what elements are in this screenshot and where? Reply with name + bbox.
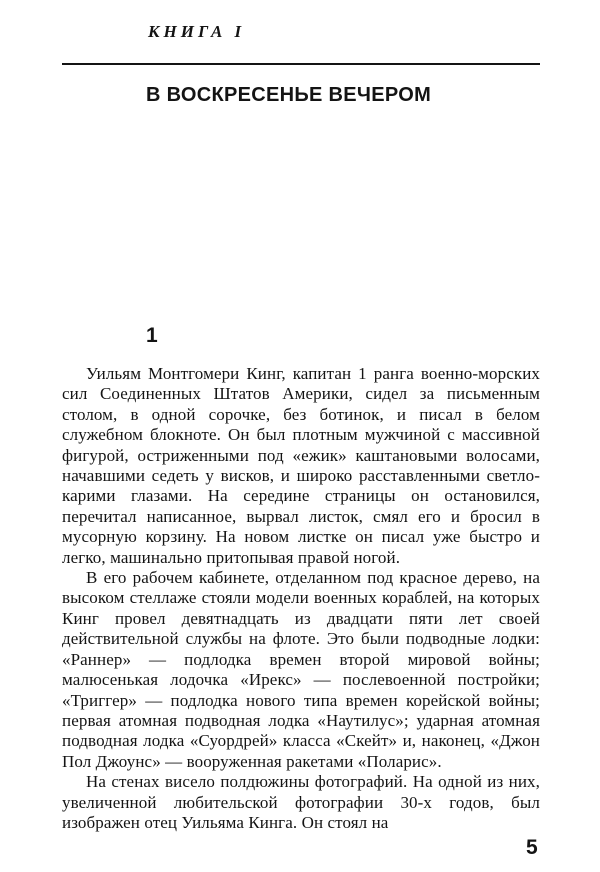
paragraph-3: На стенах висело полдюжины фотографий. На одной из них, увеличенной любительской фотографии 30-х годов, был изображен отец Уильяма Кинга. Он стоял на	[62, 772, 540, 832]
section-number: 1	[146, 324, 158, 347]
book-label: КНИГА I	[148, 22, 246, 41]
paragraph-2: В его рабочем кабинете, отделанном под красное дерево, на высоком стеллаже стояли модели военных кораблей, на которых Кинг провел девятнадцать из двадцати пяти лет своей действительной службы на флоте. Это были подводные лодки: «Раннер» — подлодка времен второй мировой войны; малюсенькая лодочка «Ирекс» — послевоенной постройки; «Триггер» — подлодка нового типа времен корейской войны; первая атомная подводная лодка «Наутилус»; ударная атомная подводная лодка «Суордрей» класса «Скейт» и, наконец, «Джон Пол Джоунс» — вооруженная ракетами «Поларис».	[62, 568, 540, 771]
chapter-title: В ВОСКРЕСЕНЬЕ ВЕЧЕРОМ	[146, 84, 432, 106]
page-number: 5	[526, 836, 538, 859]
header-rule	[62, 63, 540, 65]
body-text	[62, 364, 540, 842]
paragraph-1: Уильям Монтгомери Кинг, капитан 1 ранга военно-морских сил Соединенных Штатов Америки, сидел за письменным столом, в одной сорочке, без ботинок, и писал в белом служебном блокноте. Он был плотным мужчиной с массивной фигурой, остриженными под «ежик» каштановыми волосами, начавшими седеть у висков, и широко расставленными светло-карими глазами. На середине страницы он остановился, перечитал написанное, вырвал листок, смял его и бросил в мусорную корзину. На новом листке он писал уже быстро и легко, машинально притопывая правой ногой.	[62, 364, 540, 567]
